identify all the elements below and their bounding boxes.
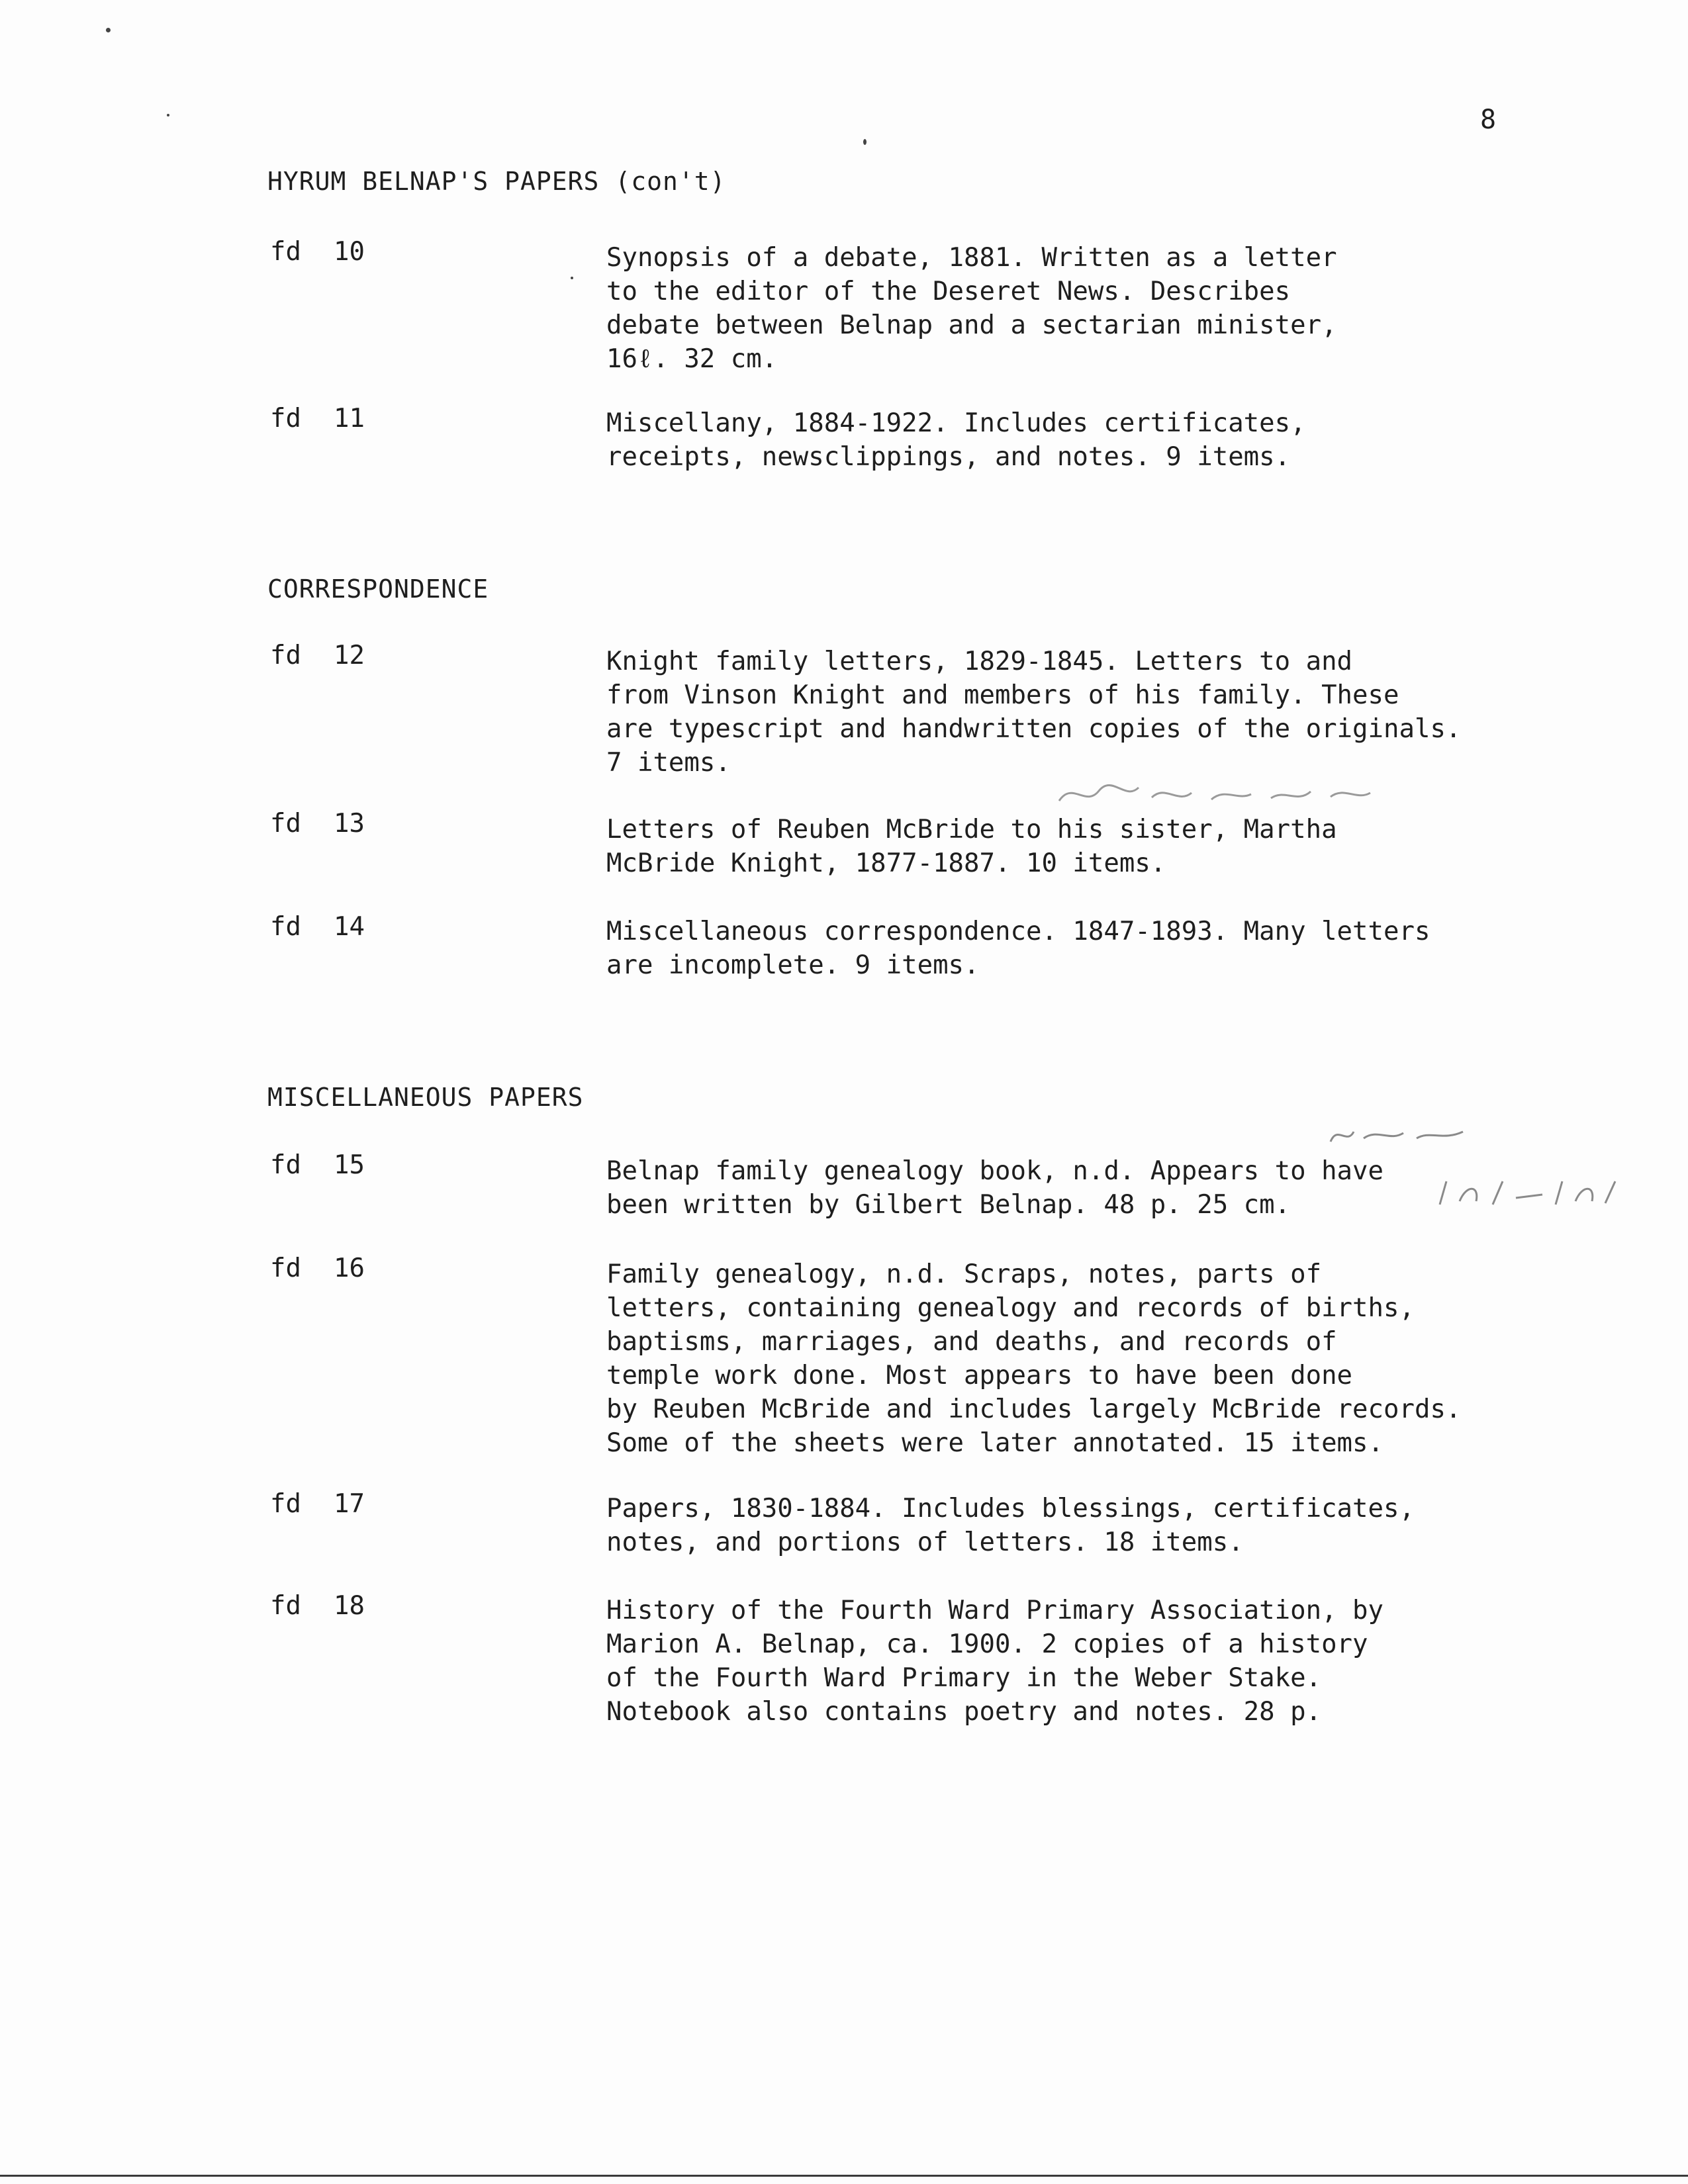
description-line: to the editor of the Deseret News. Describes <box>606 277 1291 306</box>
handwritten-annotation-mark <box>1053 774 1423 814</box>
scan-speck <box>106 28 111 32</box>
page-number: 8 <box>1480 105 1497 135</box>
folder-number: 18 <box>334 1591 365 1621</box>
folder-prefix: fd <box>270 404 301 433</box>
folder-number: 10 <box>334 237 365 267</box>
scan-speck <box>863 139 867 145</box>
description-line: by Reuben McBride and includes largely McBride records. <box>606 1394 1462 1424</box>
folder-number: 14 <box>334 912 365 942</box>
description-line: from Vinson Knight and members of his family. These <box>606 680 1399 710</box>
description-line: Some of the sheets were later annotated. 15 items. <box>606 1428 1383 1458</box>
description-line: Synopsis of a debate, 1881. Written as a letter <box>606 243 1337 273</box>
description-line: notes, and portions of letters. 18 items. <box>606 1527 1244 1557</box>
section-heading-correspondence: CORRESPONDENCE <box>267 574 489 604</box>
folder-label <box>270 1591 365 1621</box>
description-line: 7 items. <box>606 748 731 778</box>
folder-description <box>606 915 1573 982</box>
scan-bottom-edge <box>0 2175 1688 2177</box>
folder-label <box>270 237 365 267</box>
folder-number: 11 <box>334 404 365 433</box>
description-line: Letters of Reuben McBride to his sister, Martha <box>606 815 1337 844</box>
folder-prefix: fd <box>270 237 301 267</box>
folder-description <box>606 1257 1573 1460</box>
description-line: 16ℓ. 32 cm. <box>606 344 778 374</box>
description-line: temple work done. Most appears to have been done <box>606 1361 1353 1390</box>
description-line: History of the Fourth Ward Primary Association, by <box>606 1596 1383 1625</box>
folder-label <box>270 404 365 433</box>
description-line: McBride Knight, 1877-1887. 10 items. <box>606 848 1166 878</box>
description-line: Knight family letters, 1829-1845. Letters to and <box>606 647 1353 676</box>
folder-prefix: fd <box>270 1591 301 1621</box>
folder-prefix: fd <box>270 641 301 670</box>
folder-label <box>270 1489 365 1519</box>
description-line: Marion A. Belnap, ca. 1900. 2 copies of a history <box>606 1629 1368 1659</box>
description-line: letters, containing genealogy and records of births, <box>606 1293 1415 1323</box>
description-line: of the Fourth Ward Primary in the Weber Stake. <box>606 1663 1322 1693</box>
description-line: Miscellany, 1884-1922. Includes certificates, <box>606 408 1306 438</box>
folder-number: 12 <box>334 641 365 670</box>
description-line: are incomplete. 9 items. <box>606 950 980 980</box>
folder-label <box>270 1150 365 1180</box>
section-heading-miscellaneous-papers: MISCELLANEOUS PAPERS <box>267 1083 584 1112</box>
folder-prefix: fd <box>270 912 301 942</box>
folder-number: 13 <box>334 809 365 839</box>
folder-prefix: fd <box>270 1253 301 1283</box>
folder-description <box>606 813 1573 880</box>
folder-description <box>606 1492 1573 1559</box>
folder-label <box>270 809 365 839</box>
folder-description <box>606 645 1573 780</box>
scan-speck <box>167 114 169 116</box>
description-line: been written by Gilbert Belnap. 48 p. 25 cm. <box>606 1190 1291 1220</box>
folder-label <box>270 641 365 670</box>
description-line: Miscellaneous correspondence. 1847-1893. Many letters <box>606 917 1430 946</box>
description-line: Family genealogy, n.d. Scraps, notes, parts of <box>606 1259 1322 1289</box>
folder-number: 15 <box>334 1150 365 1180</box>
description-line: debate between Belnap and a sectarian minister, <box>606 310 1337 340</box>
handwritten-annotation-mark <box>1430 1171 1622 1211</box>
description-line: receipts, newsclippings, and notes. 9 items. <box>606 442 1291 472</box>
folder-description <box>606 1154 1573 1222</box>
description-line: Papers, 1830-1884. Includes blessings, certificates, <box>606 1494 1415 1524</box>
folder-label <box>270 1253 365 1283</box>
folder-description <box>606 406 1573 474</box>
description-line: are typescript and handwritten copies of the originals. <box>606 714 1462 744</box>
description-line: Belnap family genealogy book, n.d. Appears to have <box>606 1156 1383 1186</box>
folder-number: 17 <box>334 1489 365 1519</box>
description-line: baptisms, marriages, and deaths, and records of <box>606 1327 1337 1357</box>
folder-description <box>606 241 1573 376</box>
scan-speck <box>571 277 573 279</box>
folder-number: 16 <box>334 1253 365 1283</box>
handwritten-annotation-mark <box>1324 1118 1476 1152</box>
folder-prefix: fd <box>270 1489 301 1519</box>
folder-description <box>606 1594 1573 1729</box>
folder-prefix: fd <box>270 1150 301 1180</box>
description-line: Notebook also contains poetry and notes. 28 p. <box>606 1697 1322 1727</box>
folder-label <box>270 912 365 942</box>
folder-prefix: fd <box>270 809 301 839</box>
section-heading-hyrum-belnap-papers: HYRUM BELNAP'S PAPERS (con't) <box>267 167 726 196</box>
